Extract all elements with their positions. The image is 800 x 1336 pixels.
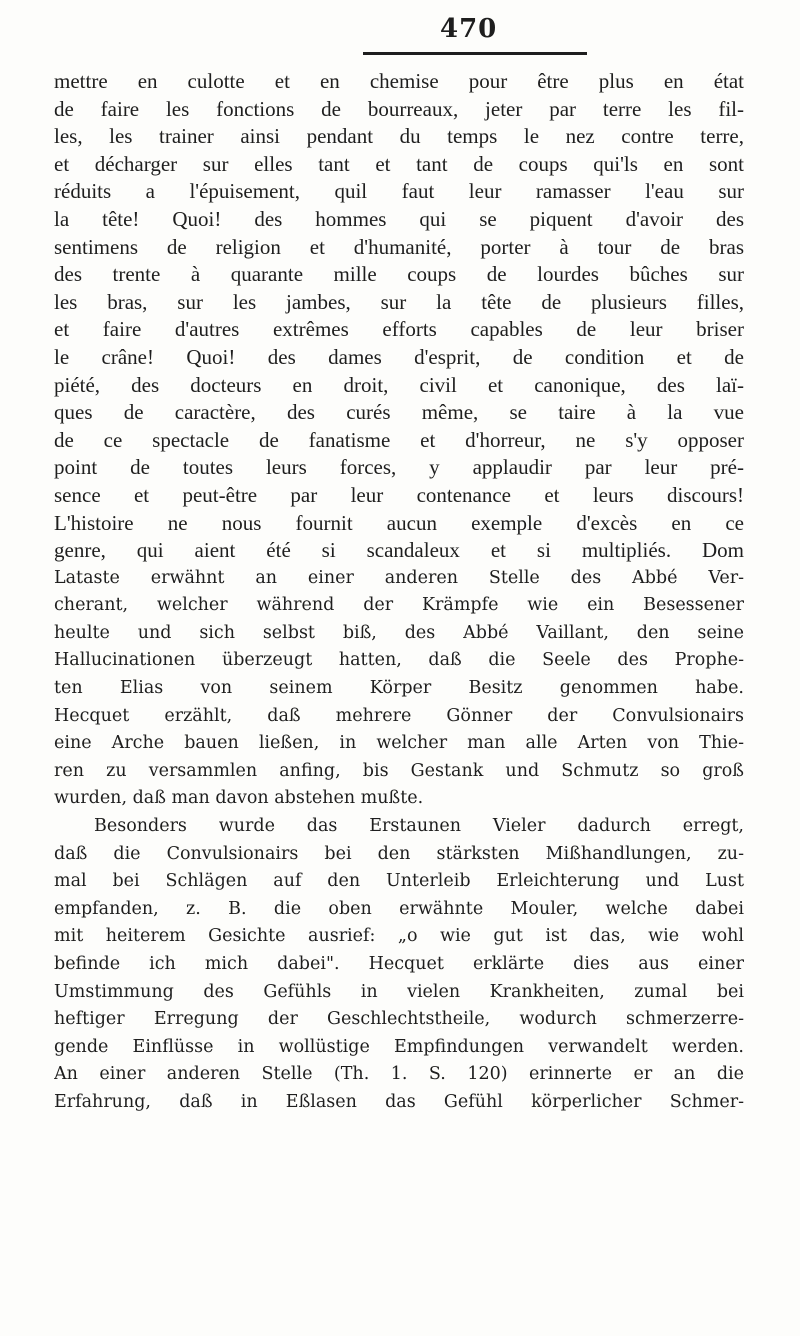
text-line: Lataste erwähnt an einer anderen Stelle des Abbé Ver- bbox=[54, 567, 744, 588]
text-line: Umstimmung des Gefühls in vielen Krankheiten, zumal bei bbox=[54, 981, 744, 1002]
text-line: sence et peut-être par leur contenance et leurs discours! bbox=[54, 482, 744, 507]
text-line: gende Einflüsse in wollüstige Empfindungen verwandelt werden. bbox=[54, 1036, 744, 1057]
header-rule bbox=[363, 52, 587, 55]
text-line: les bras, sur les jambes, sur la tête de plusieurs filles, bbox=[54, 289, 744, 314]
text-line: genre, qui aient été si scandaleux et si multipliés. Dom bbox=[54, 538, 744, 563]
text-line: L'histoire ne nous fournit aucun exemple d'excès en ce bbox=[54, 510, 744, 535]
text-line: ren zu versammlen anfing, bis Gestank und Schmutz so groß bbox=[54, 760, 744, 781]
text-line: cherant, welcher während der Krämpfe wie ein Besessener bbox=[54, 595, 744, 616]
text-line: des trente à quarante mille coups de lourdes bûches sur bbox=[54, 262, 744, 287]
text-line: heulte und sich selbst biß, des Abbé Vaillant, den seine bbox=[54, 622, 744, 643]
text-line: mit heiterem Gesichte ausrief: „o wie gut ist das, wie wohl bbox=[54, 926, 744, 947]
text-line: heftiger Erregung der Geschlechtstheile, wodurch schmerzerre- bbox=[54, 1009, 744, 1030]
text-line: réduits a l'épuisement, quil faut leur ramasser l'eau sur bbox=[54, 179, 744, 204]
text-line: et faire d'autres extrêmes efforts capables de leur briser bbox=[54, 317, 744, 342]
text-line: les, les trainer ainsi pendant du temps le nez contre terre, bbox=[54, 124, 744, 149]
text-line: mal bei Schlägen auf den Unterleib Erleichterung und Lust bbox=[54, 871, 744, 892]
text-line: eine Arche bauen ließen, in welcher man alle Arten von Thie- bbox=[54, 733, 744, 754]
text-line: de ce spectacle de fanatisme et d'horreur, ne s'y opposer bbox=[54, 427, 744, 452]
text-line: An einer anderen Stelle (Th. 1. S. 120) erinnerte er an die bbox=[54, 1064, 744, 1085]
text-line: sentimens de religion et d'humanité, porter à tour de bras bbox=[54, 234, 744, 259]
text-line: la tête! Quoi! des hommes qui se piquent d'avoir des bbox=[54, 206, 744, 231]
page-number: 470 bbox=[440, 14, 498, 44]
text-line: daß die Convulsionairs bei den stärksten Mißhandlungen, zu- bbox=[54, 843, 744, 864]
text-line: Besonders wurde das Erstaunen Vieler dadurch erregt, bbox=[94, 816, 744, 837]
text-line: et décharger sur elles tant et tant de coups qui'ls en sont bbox=[54, 151, 744, 176]
text-line: Erfahrung, daß in Eßlasen das Gefühl körperlicher Schmer- bbox=[54, 1091, 744, 1112]
body-text bbox=[54, 68, 744, 1117]
text-line: mettre en culotte et en chemise pour être plus en état bbox=[54, 69, 744, 93]
text-line: Hallucinationen überzeugt hatten, daß die Seele des Prophe- bbox=[54, 650, 744, 671]
text-line: empfanden, z. B. die oben erwähnte Mouler, welche dabei bbox=[54, 898, 744, 919]
text-line: de faire les fonctions de bourreaux, jeter par terre les fil- bbox=[54, 96, 744, 121]
text-line: ten Elias von seinem Körper Besitz genommen habe. bbox=[54, 678, 744, 699]
text-line: ques de caractère, des curés même, se taire à la vue bbox=[54, 400, 744, 425]
text-line: wurden, daß man davon abstehen mußte. bbox=[54, 788, 424, 809]
text-line: befinde ich mich dabei". Hecquet erklärte dies aus einer bbox=[54, 954, 744, 974]
text-line: Hecquet erzählt, daß mehrere Gönner der Convulsionairs bbox=[54, 705, 744, 726]
text-line: piété, des docteurs en droit, civil et canonique, des laï- bbox=[54, 372, 744, 397]
text-line: point de toutes leurs forces, y applaudir par leur pré- bbox=[54, 455, 744, 480]
text-line: le crâne! Quoi! des dames d'esprit, de condition et de bbox=[54, 344, 744, 369]
